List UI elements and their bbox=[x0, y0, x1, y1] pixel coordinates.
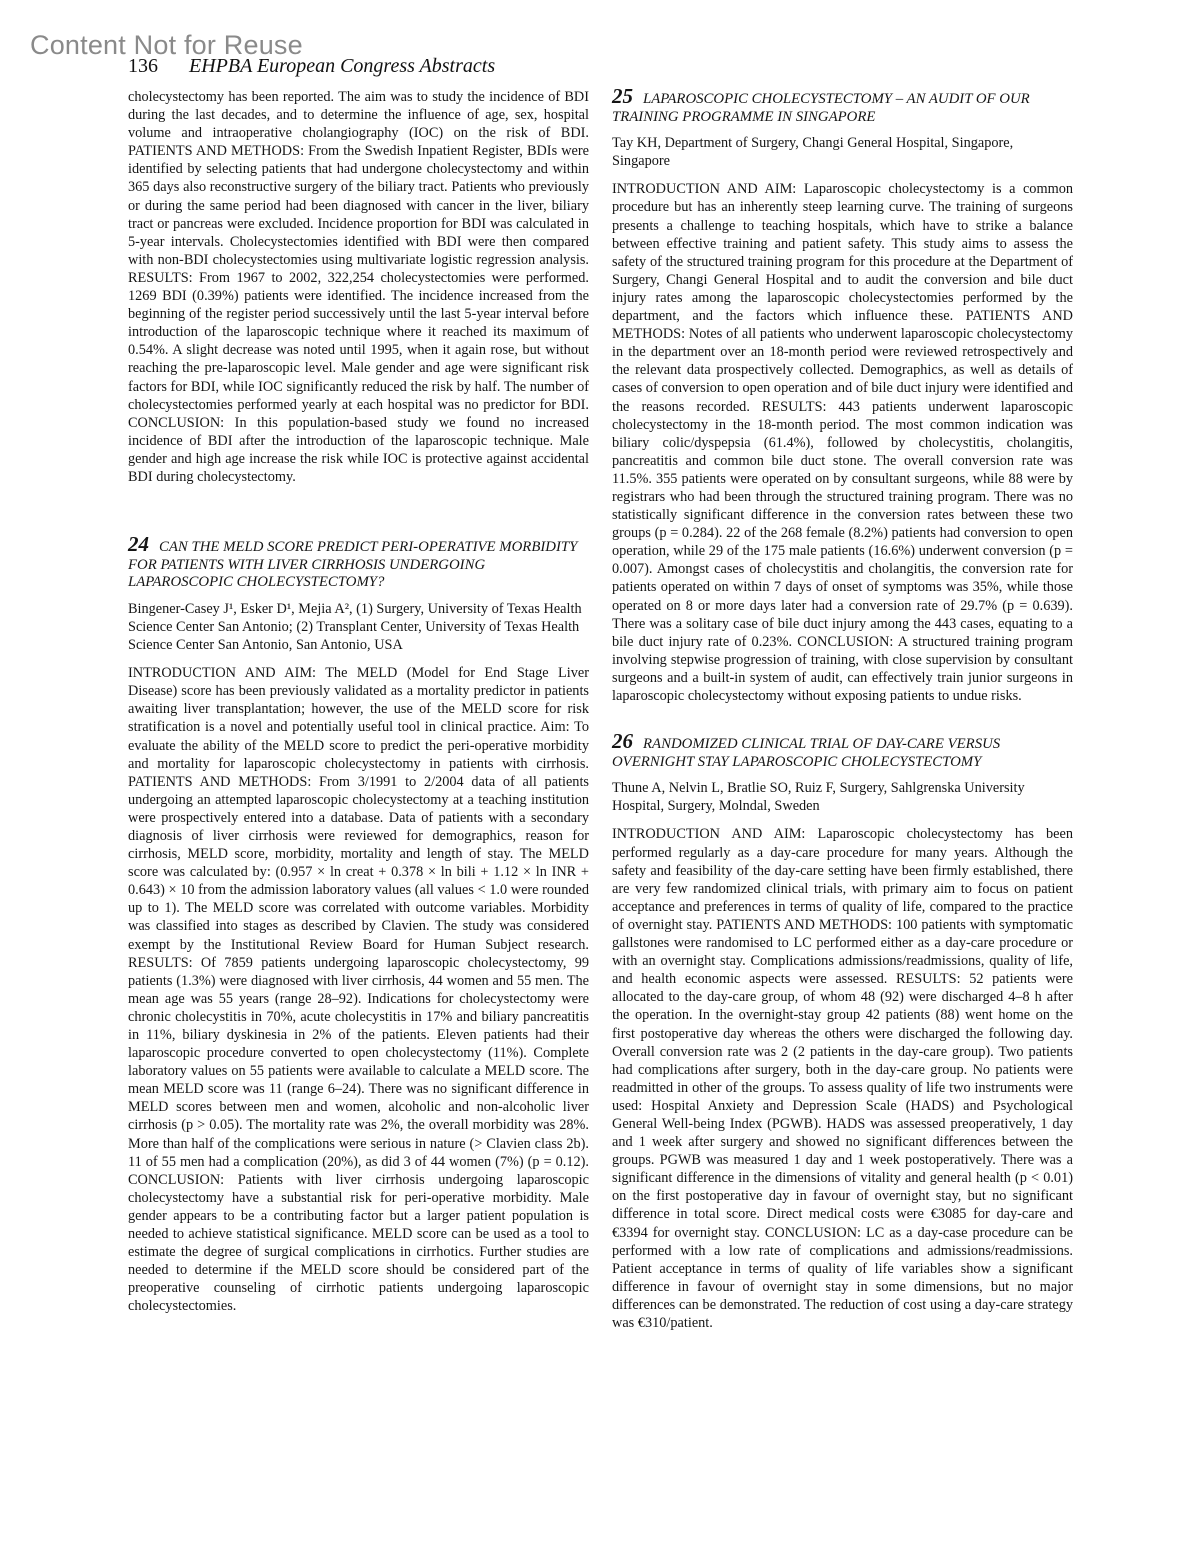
abstract-authors: Bingener-Casey J¹, Esker D¹, Mejia A², (1) Surgery, University of Texas Health Science Center San Antonio; (2) Transplant Center, University of Texas Health Science Center San Antonio, San Antonio, USA bbox=[128, 600, 582, 654]
journal-title: EHPBA European Congress Abstracts bbox=[189, 55, 496, 77]
abstract-title-text: LAPAROSCOPIC CHOLECYSTECTOMY – AN AUDIT OF OUR TRAINING PROGRAMME IN SINGAPORE bbox=[612, 91, 1030, 125]
watermark: Content Not for Reuse bbox=[30, 30, 303, 60]
abstract-title bbox=[612, 729, 1073, 771]
left-column bbox=[128, 88, 589, 1316]
abstract-number: 25 bbox=[612, 84, 633, 108]
abstract-body: INTRODUCTION AND AIM: The MELD (Model for End Stage Liver Disease) score has been previously validated as a mortality predictor in patients awaiting liver transplantation; however, the use of the MELD score for risk stratification is a novel and potentially useful tool in clinical practice. Aim: To evaluate the ability of the MELD score to predict the peri-operative morbidity and mortality for laparoscopic cholecystectomy in patients with cirrhosis. PATIENTS AND METHODS: From 3/1991 to 2/2004 data of all patients undergoing an attempted laparoscopic cholecystectomy at a teaching institution were prospectively entered into a database. Data of patients with a secondary diagnosis of liver cirrhosis were reviewed for demographics, reason for cirrhosis, MELD score, morbidity, mortality and length of stay. The MELD score was calculated by: (0.957 × ln creat + 0.378 × ln bili + 1.12 × ln INR + 0.643) × 10 from the admission laboratory values (all values < 1.0 were rounded up to 1). The MELD score was correlated with outcome variables. Morbidity was classified into stages as described by Clavien. The study was considered exempt by the Institutional Review Board for Human Subject research. RESULTS: Of 7859 patients undergoing laparoscopic cholecystectomy, 99 patients (1.3%) were diagnosed with liver cirrhosis, 44 women and 55 men. The mean age was 55 years (range 28–92). Indications for cholecystectomy were chronic cholecystitis in 70%, acute cholecystitis in 17% and biliary pancreatitis in 11%, biliary dyskinesia in 2% of the patients. Eleven patients had their laparoscopic procedure converted to open cholecystectomy (11%). Complete laboratory values on 55 patients were available to calculate a MELD score. The mean MELD score was 11 (range 6–24). There was no significant difference in MELD scores between men and women, alcoholic and non-alcoholic liver cirrhosis (p > 0.05). The mortality rate was 2%, the overall morbidity was 28%. More than half of the complications were serious in nature (> Clavien class 2b). 11 of 55 men had a complication (20%), as did 3 of 44 women (7%) (p = 0.12). CONCLUSION: Patients with liver cirrhosis undergoing laparoscopic cholecystectomy have a substantial risk for peri-operative morbidity. Male gender appears to be a contributing factor but a larger patient population is needed to achieve statistical significance. MELD score can be used as a tool to estimate the degree of surgical complications in cirrhotics. Further studies are needed to determine if the MELD score should be considered part of the preoperative counseling of cirrhotic patients undergoing laparoscopic cholecystectomies. bbox=[128, 665, 589, 1315]
abstract-title bbox=[612, 84, 1073, 126]
abstract-authors: Thune A, Nelvin L, Bratlie SO, Ruiz F, Surgery, Sahlgrenska University Hospital, Surgery, Molndal, Sweden bbox=[612, 780, 1025, 815]
abstract-title-text: CAN THE MELD SCORE PREDICT PERI-OPERATIVE MORBIDITY FOR PATIENTS WITH LIVER CIRRHOSIS UNDERGOING LAPAROSCOPIC CHOLECYSTECTOMY? bbox=[128, 539, 578, 591]
continued-abstract-text: cholecystectomy has been reported. The aim was to study the incidence of BDI during the last decades, and to determine the influence of age, sex, hospital volume and intraoperative cholangiography (IOC) on the risk of BDI. PATIENTS AND METHODS: From the Swedish Inpatient Register, BDIs were identified by selecting patients that had undergone cholecystectomy and within 365 days also reconstructive surgery of the biliary tract. Patients who previously or during the same period had been diagnosed with cancer in the liver, biliary tract or pancreas were excluded. Incidence proportion for BDI was calculated in 5-year intervals. Cholecystectomies identified with BDI were then compared with non-BDI cholecystectomies using multivariate logistic regression analysis. RESULTS: From 1967 to 2002, 322,254 cholecystectomies were performed. 1269 BDI (0.39%) patients were identified. The incidence increased from the beginning of the register period successively until the last 5-year interval before introduction of the laparoscopic technique where it reached its maximum of 0.54%. A slight decrease was noted until 1995, when it again rose, but without reaching the pre-laparoscopic level. Male gender and age were significant risk factors for BDI, while IOC significantly reduced the risk by half. The number of cholecystectomies performed yearly at each hospital was no predictor for BDI. CONCLUSION: In this population-based study we found no increased incidence of BDI after the introduction of the laparoscopic technique. Male gender and high age increase the risk while IOC is protective against accidental BDI during cholecystectomy. bbox=[128, 89, 589, 485]
abstract-body: INTRODUCTION AND AIM: Laparoscopic cholecystectomy is a common procedure but has an inherently steep learning curve. The training of surgeons presents a challenge to teaching hospitals, which have to strike a balance between effective training and patient safety. This study aims to assess the safety of the structured training program for this procedure at the Department of Surgery, Changi General Hospital and to audit the conversion and bile duct injury rates among the laparoscopic cholecystectomies performed by the department, and the factors which influence these. PATIENTS AND METHODS: Notes of all patients who underwent laparoscopic cholecystectomy in the department over an 18-month period were reviewed retrospectively and the relevant data prospectively collected. Demographics, as well as details of cases of conversion to open operation and of bile duct injury were identified and the reasons recorded. RESULTS: 443 patients underwent laparoscopic cholecystectomy in the 18-month period. The most common indication was biliary colic/dyspepsia (61.4%), followed by cholecystitis, cholangitis, pancreatitis and common bile duct stone. The overall conversion rate was 11.5%. 355 patients were operated on by consultant surgeons, while 88 were by registrars who had been through the structured training program. There was no statistically significant difference in the conversion rates between these two groups (p = 0.284). 22 of the 268 female (8.2%) patients had conversion to open operation, while 29 of the 175 male patients (16.6%) underwent conversion (p = 0.007). Amongst cases of cholecystitis and cholangitis, the conversion rate for patients operated on within 7 days of onset of symptoms was 35%, while those operated on 8 or more days later had a conversion rate of 29.7% (p = 0.639). There was a solitary case of bile duct injury among the 443 cases, equating to a bile duct injury rate of 0.23%. CONCLUSION: A structured training program involving stepwise progression of training, with close supervision by consultant surgeons and a built-in system of audit, can effectively train junior surgeons in laparoscopic cholecystectomy without exposing patients to undue risks. bbox=[612, 181, 1073, 704]
abstract-title bbox=[128, 532, 589, 592]
abstract-body: INTRODUCTION AND AIM: Laparoscopic cholecystectomy has been performed regularly as a day-care procedure for many years. Although the safety and feasibility of the day-care setting have been firmly established, there are very few randomized clinical trials, with primary aim to focus on patient acceptance and preferences in terms of quality of life, compared to the practice of overnight stay. PATIENTS AND METHODS: 100 patients with symptomatic gallstones were randomised to LC performed either as a day-care procedure or with an overnight stay. Complications admissions/readmissions, quality of life, and health economic aspects were assessed. RESULTS: 52 patients were allocated to the day-care group, of whom 48 (92) were discharged 4–8 h after the operation. In the overnight-stay group 42 patients (88) went home on the first postoperative day whereas the others were discharged the following day. Overall conversion rate was 2 (2 patients in the day-care group). Two patients had complications after surgery, both in the day-care group. No patients were readmitted in other of the groups. To assess quality of life two instruments were used: Hospital Anxiety and Depression Scale (HADS) and Psychological General Well-being Index (PGWB). HADS was assessed preoperatively, 1 day and 1 week after surgery and showed no significant differences between the groups. PGWB was measured 1 day and 1 week postoperatively. There was a significant difference in the dimensions of vitality and general health (p < 0.01) on the first postoperative day in favour of overnight stay, but no significant difference in total score. Direct medical costs were €3085 for day-care and €3394 for overnight stay. CONCLUSION: LC as a day-case procedure can be performed with a low rate of complications and admissions/readmissions. Patient acceptance in terms of quality of life variables show a significant difference in favour of overnight stay in some dimensions, but no major differences can be demonstrated. The reduction of cost using a day-care strategy was €310/patient. bbox=[612, 826, 1073, 1331]
abstract-25 bbox=[612, 84, 1073, 705]
page-number: 136 bbox=[128, 55, 158, 77]
abstract-title-text: RANDOMIZED CLINICAL TRIAL OF DAY-CARE VERSUS OVERNIGHT STAY LAPAROSCOPIC CHOLECYSTECTOMY bbox=[612, 736, 1001, 770]
abstract-24 bbox=[128, 532, 589, 1315]
abstract-number: 26 bbox=[612, 729, 633, 754]
abstract-26 bbox=[612, 729, 1073, 1332]
abstract-authors: Tay KH, Department of Surgery, Changi General Hospital, Singapore, Singapore bbox=[612, 135, 1014, 170]
right-column bbox=[612, 84, 1073, 1332]
abstract-number: 24 bbox=[128, 532, 149, 557]
